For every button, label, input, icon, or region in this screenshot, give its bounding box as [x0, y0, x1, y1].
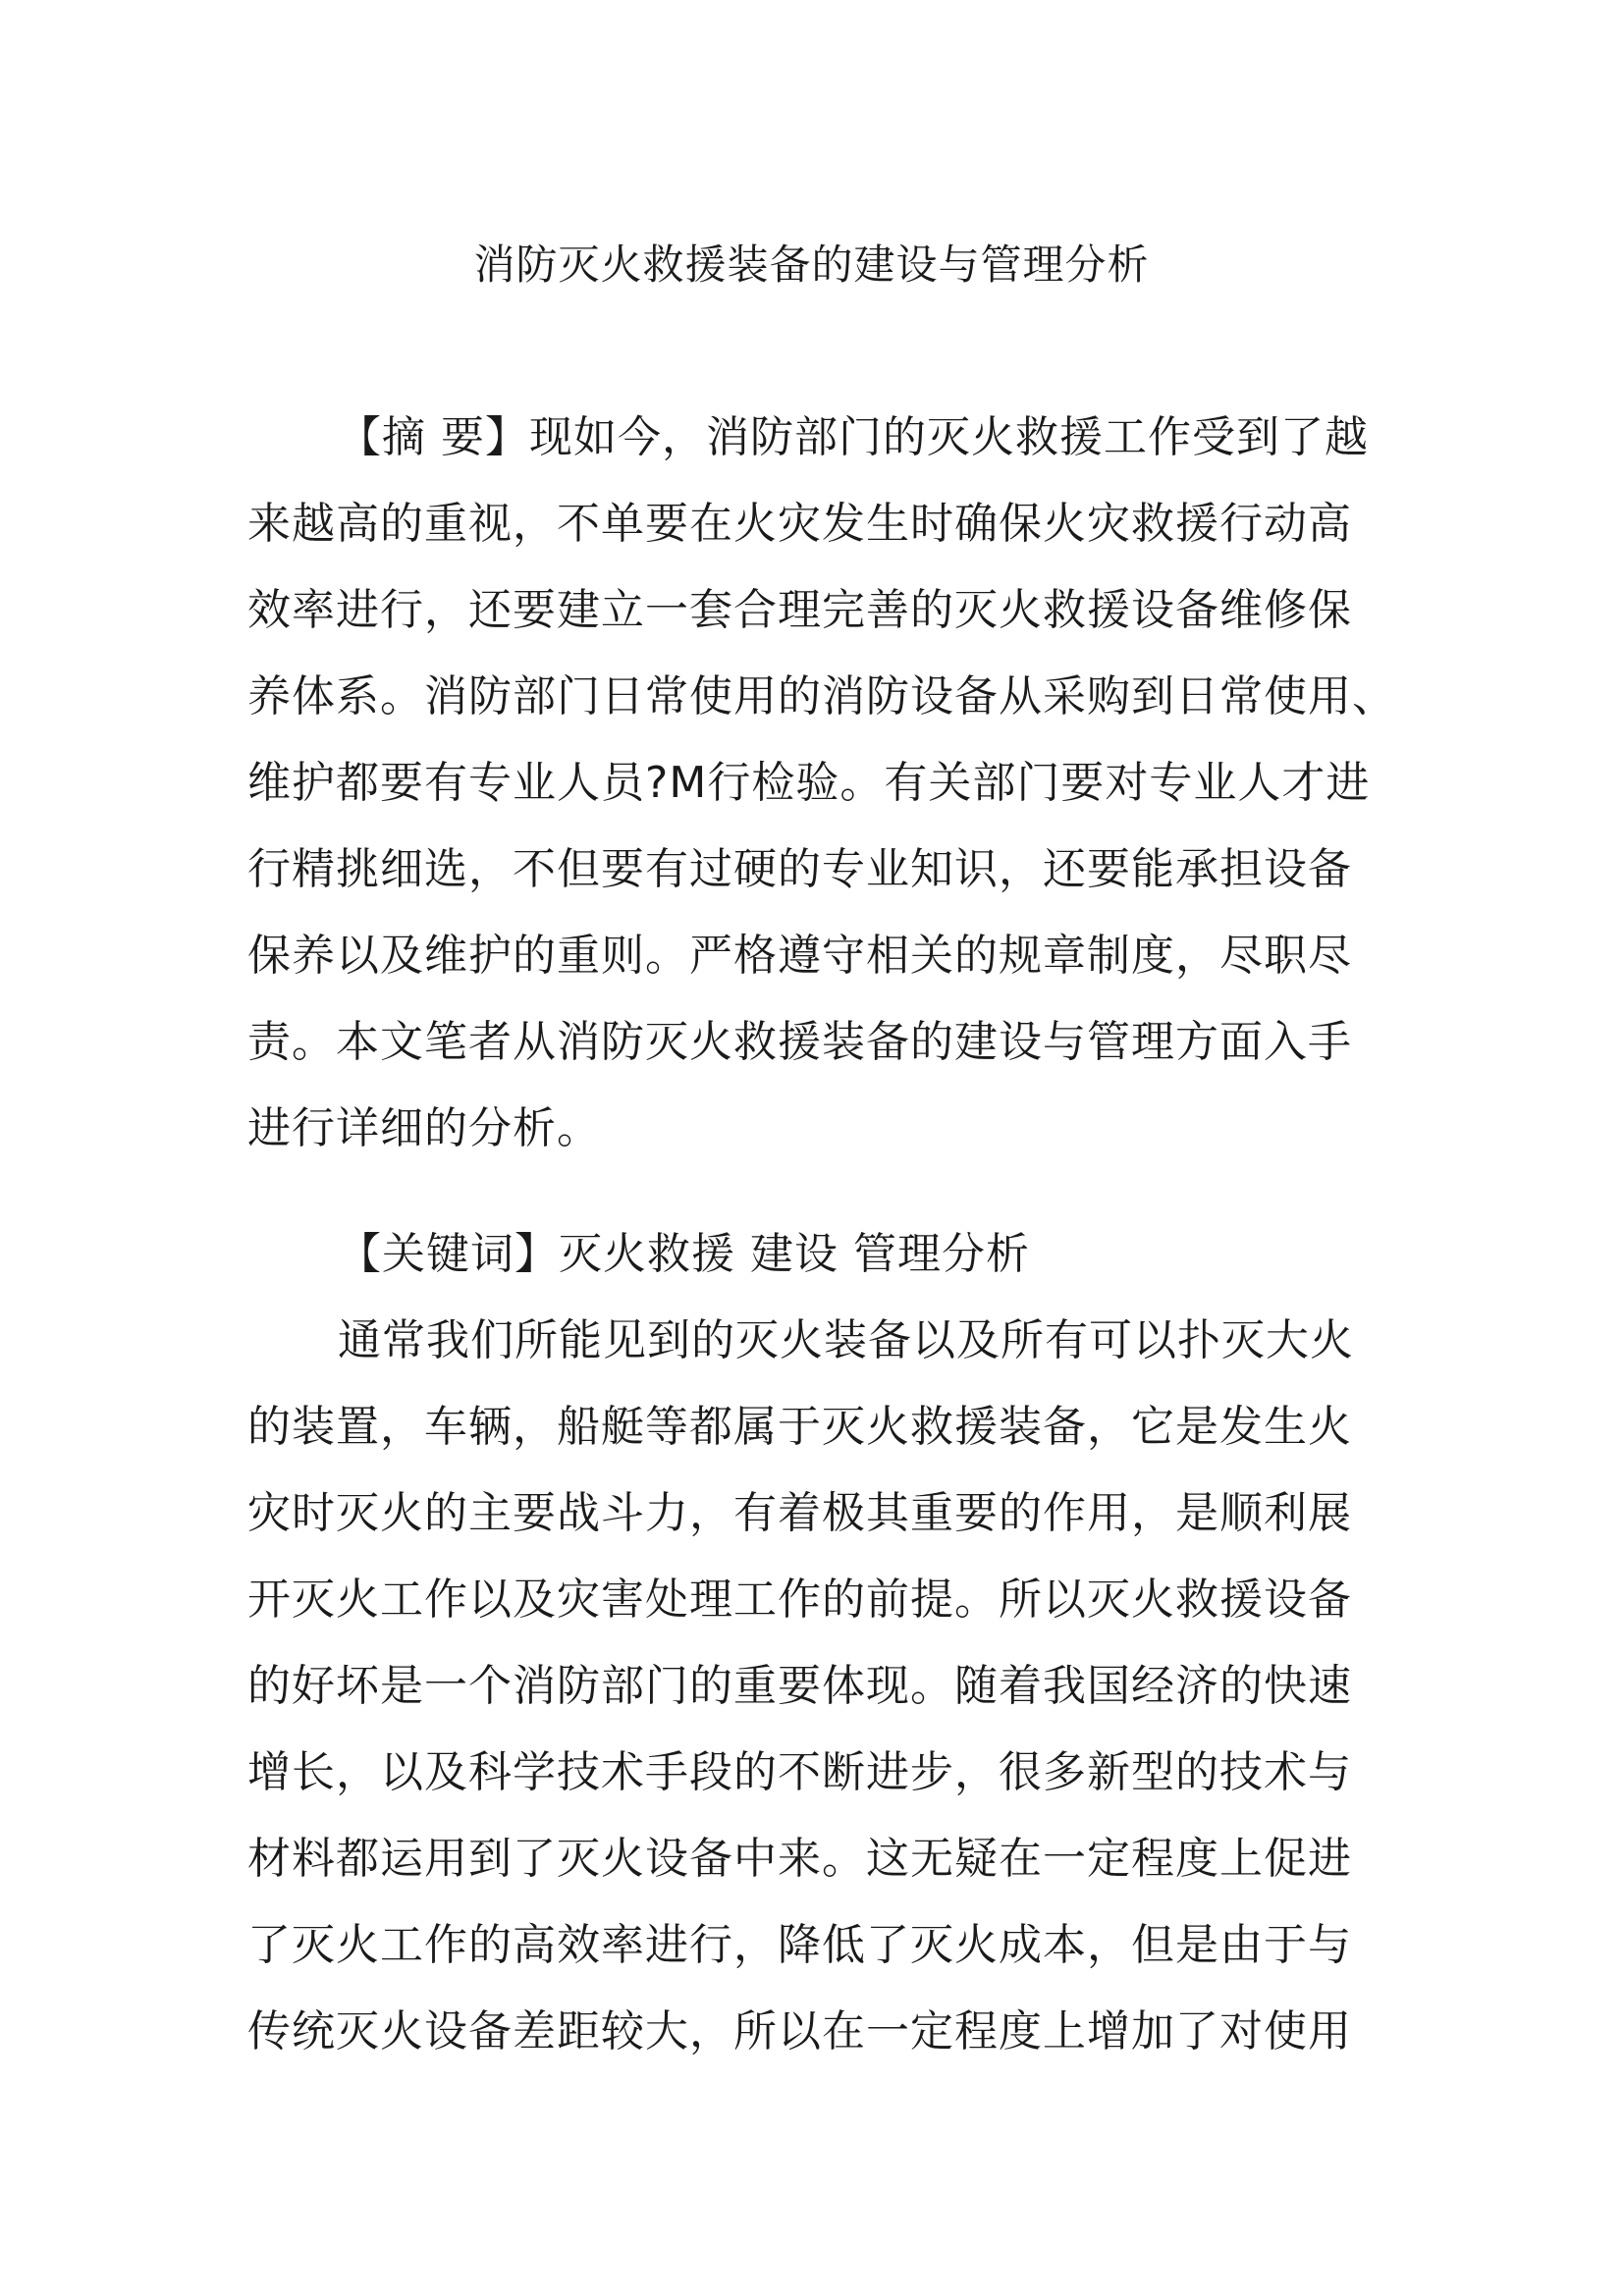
keywords-line: 【关键词】灭火救援 建设 管理分析: [338, 1229, 1030, 1279]
abstract-line: 行精挑细选，不但要有过硬的专业知识，还要能承担设备: [247, 844, 1352, 894]
abstract-line: 保养以及维护的重则。严格遵守相关的规章制度，尽职尽: [247, 931, 1352, 981]
body-line: 的装置，车辆，船艇等都属于灭火救援装备，它是发生火: [247, 1402, 1352, 1452]
body-line: 传统灭火设备差距较大，所以在一定程度上增加了对使用: [247, 2006, 1352, 2056]
body-line: 的好坏是一个消防部门的重要体现。随着我国经济的快速: [247, 1661, 1352, 1711]
abstract-line: 养体系。消防部门日常使用的消防设备从采购到日常使用、: [247, 671, 1396, 721]
body-line: 开灭火工作以及灾害处理工作的前提。所以灭火救援设备: [247, 1575, 1352, 1625]
abstract-line: 责。本文笔者从消防灭火救援装备的建设与管理方面入手: [247, 1017, 1352, 1067]
abstract-line: 进行详细的分析。: [247, 1103, 601, 1153]
body-line: 材料都运用到了灭火设备中来。这无疑在一定程度上促进: [247, 1834, 1352, 1884]
abstract-line: 【摘 要】现如今，消防部门的灭火救援工作受到了越: [338, 412, 1369, 462]
abstract-line: 效率进行，还要建立一套合理完善的灭火救援设备维修保: [247, 585, 1352, 635]
abstract-section: [247, 395, 1396, 1172]
keywords-section: [247, 1211, 1396, 1298]
abstract-line: 维护都要有专业人员?M行检验。有关部门要对专业人才进: [247, 758, 1371, 808]
abstract-line: 来越高的重视，不单要在火灾发生时确保火灾救援行动高: [247, 499, 1352, 549]
document-title: 消防灭火救援装备的建设与管理分析: [473, 240, 1150, 289]
body-line: 了灭火工作的高效率进行，降低了灭火成本，但是由于与: [247, 1920, 1352, 1970]
body-line: 增长，以及科学技术手段的不断进步，很多新型的技术与: [247, 1747, 1352, 1797]
body-paragraph: [247, 1298, 1396, 2075]
body-line: 通常我们所能见到的灭火装备以及所有可以扑灭大火: [338, 1315, 1354, 1365]
body-line: 灾时灭火的主要战斗力，有着极其重要的作用，是顺利展: [247, 1488, 1352, 1538]
